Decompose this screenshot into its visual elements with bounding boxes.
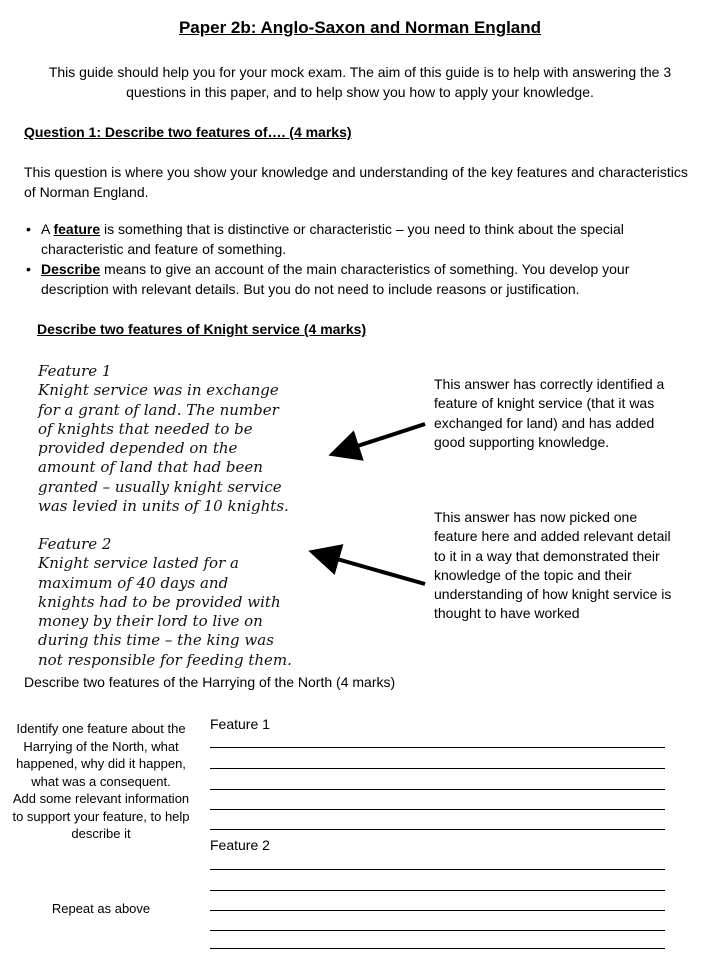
handwritten-feature-1: Feature 1 Knight service was in exchange for a grant of land. The number of knights that needed to be provided depended on the amount of land that had been granted – usually knight service was levied in units of 10 knights. xyxy=(38,362,289,516)
knight-service-question: Describe two features of Knight service (4 marks) xyxy=(37,321,367,337)
answer-line[interactable] xyxy=(210,930,665,931)
definition-describe: • Describe means to give an account of the main characteristics of something. You develop your description with relevant details. But you do not need to include reasons or justification. xyxy=(24,259,694,299)
answer-line[interactable] xyxy=(210,869,665,870)
answer-line[interactable] xyxy=(210,789,665,790)
intro-paragraph: This guide should help you for your mock exam. The aim of this guide is to help with answering the 3 questions in this paper, and to help show you how to apply your knowledge. xyxy=(48,64,672,100)
definition-feature: • A feature is something that is distinctive or characteristic – you need to think about the special characteristic and feature of something. xyxy=(24,219,694,259)
answer-line[interactable] xyxy=(210,809,665,810)
feature-2-label: Feature 2 xyxy=(210,837,270,853)
term-describe: Describe xyxy=(41,261,101,277)
answer-line[interactable] xyxy=(210,948,665,949)
question1-heading: Question 1: Describe two features of…. (4 marks) xyxy=(24,124,352,140)
question1-description: This question is where you show your knowledge and understanding of the key features and characteristics of Norman England. xyxy=(24,164,688,200)
harrying-question: Describe two features of the Harrying of the North (4 marks) xyxy=(24,674,396,690)
answer-line[interactable] xyxy=(210,890,665,891)
answer-line[interactable] xyxy=(210,829,665,830)
term-feature: feature xyxy=(53,221,101,237)
page-title: Paper 2b: Anglo-Saxon and Norman England xyxy=(178,18,542,37)
arrow-to-feature-2 xyxy=(316,553,425,584)
comment-feature-1: This answer has correctly identified a feature of knight service (that it was exchanged for land) and has added good supporting knowledge. xyxy=(434,376,665,450)
answer-line[interactable] xyxy=(210,747,665,748)
guidance-text: Identify one feature about the Harrying of the North, what happened, why did it happen, what was a consequent. Add some relevant information to support your feature, to help describe it xyxy=(12,721,190,841)
answer-line[interactable] xyxy=(210,910,665,911)
answer-line[interactable] xyxy=(210,768,665,769)
handwritten-feature-2: Feature 2 Knight service lasted for a maximum of 40 days and knights had to be provided with money by their lord to live on during this time – the king was not responsible for feeding them. xyxy=(38,535,292,669)
comment-feature-2: This answer has now picked one feature here and added relevant detail to it in a way that demonstrated their knowledge of the topic and their understanding of how knight service is thought to have worked xyxy=(434,509,672,622)
arrow-to-feature-1 xyxy=(336,424,425,453)
repeat-note: Repeat as above xyxy=(51,901,151,916)
feature-1-label: Feature 1 xyxy=(210,716,270,732)
